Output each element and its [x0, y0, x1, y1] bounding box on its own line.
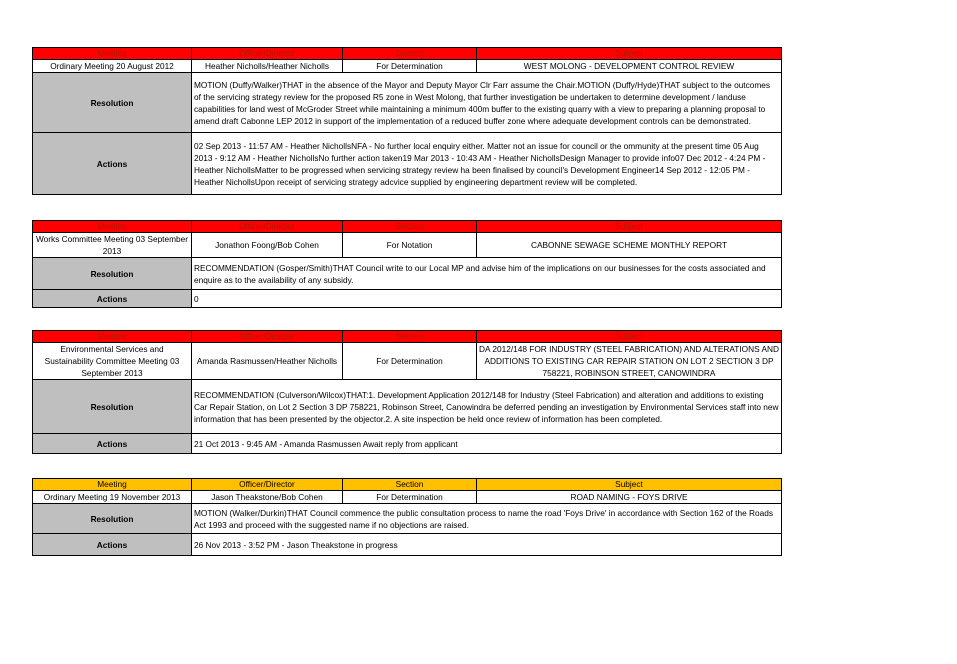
resolution-row: [33, 73, 782, 133]
resolution-text: MOTION (Walker/Durkin)THAT Council commence the public consultation process to name the road 'Foys Drive' in accordance with Section 162 of the Roads Act 1993 and proceed with the suggested name if no objections are raised.: [192, 504, 782, 534]
header-section: Section: [343, 331, 477, 343]
resolution-row: [33, 258, 782, 290]
actions-label: Actions: [33, 290, 192, 308]
resolution-label: Resolution: [33, 504, 192, 534]
actions-label: Actions: [33, 534, 192, 556]
actions-text: 02 Sep 2013 - 11:57 AM - Heather NichollsNFA - No further local enquiry either. Matter not an issue for council or the ommunity at the present time 05 Aug 2013 - 9:12 AM - Heather NichollsNo further action taken19 Mar 2013 - 10:43 AM - Heather NichollsDesign Manager to provide info07 Dec 2012 - 4:24 PM - Heather NichollsMatter to be progressed when servicing strategy review ha been finalised by council's Development Engineer14 Sep 2012 - 12:05 PM - Heather NichollsUpon receipt of servicing strategy adcvice supplied by engineering department review will be completed.: [192, 133, 782, 195]
subject-cell: DA 2012/148 FOR INDUSTRY (STEEL FABRICATION) AND ALTERATIONS AND ADDITIONS TO EXISTING CAR REPAIR STATION ON LOT 2 SECTION 3 DP 758221, ROBINSON STREET, CANOWINDRA: [477, 343, 782, 380]
resolution-label: Resolution: [33, 258, 192, 290]
header-meeting: Meeting: [33, 331, 192, 343]
actions-row: [33, 133, 782, 195]
resolution-text: RECOMMENDATION (Culverson/Wilcox)THAT:1. Development Application 2012/148 for Industry (Steel Fabrication) and alteration and additions to existing Car Repair Station, on Lot 2 Section 3 DP 758221, Robinson Street, Canowindra be deferred pending an investigation by Environmental Services staff into new information that has been presented by the objector.2. A site inspection be held once review of information has been completed.: [192, 380, 782, 434]
header-subject: Subject: [477, 48, 782, 60]
actions-row: [33, 434, 782, 454]
header-officer: Officer/Director: [192, 479, 343, 491]
actions-label: Actions: [33, 133, 192, 195]
actions-text: 26 Nov 2013 - 3:52 PM - Jason Theakstone in progress: [192, 534, 782, 556]
header-meeting: Meeting: [33, 221, 192, 233]
header-meeting: Meeting: [33, 479, 192, 491]
section-cell: For Determination: [343, 491, 477, 504]
officer-cell: Heather Nicholls/Heather Nicholls: [192, 60, 343, 73]
header-subject: Subject: [477, 331, 782, 343]
header-officer: Officer/Director: [192, 331, 343, 343]
record-table-4: [32, 478, 782, 556]
header-row: [33, 48, 782, 60]
header-section: Section: [343, 479, 477, 491]
meeting-cell: Environmental Services and Sustainability Committee Meeting 03 September 2013: [33, 343, 192, 380]
info-row: [33, 343, 782, 380]
record-table-2: [32, 220, 782, 308]
resolution-text: RECOMMENDATION (Gosper/Smith)THAT Council write to our Local MP and advise him of the implications on our businesses for the costs associated and enquire as to the availability of any subsidy.: [192, 258, 782, 290]
header-row: [33, 221, 782, 233]
meeting-cell: Works Committee Meeting 03 September 2013: [33, 233, 192, 258]
officer-cell: Jonathon Foong/Bob Cohen: [192, 233, 343, 258]
subject-cell: ROAD NAMING - FOYS DRIVE: [477, 491, 782, 504]
subject-cell: WEST MOLONG - DEVELOPMENT CONTROL REVIEW: [477, 60, 782, 73]
section-cell: For Determination: [343, 60, 477, 73]
header-subject: Subject: [477, 221, 782, 233]
info-row: [33, 233, 782, 258]
header-officer: Officer/Director: [192, 48, 343, 60]
subject-cell: CABONNE SEWAGE SCHEME MONTHLY REPORT: [477, 233, 782, 258]
meeting-cell: Ordinary Meeting 20 August 2012: [33, 60, 192, 73]
record-table-3: [32, 330, 782, 454]
section-cell: For Determination: [343, 343, 477, 380]
header-officer: Officer/Director: [192, 221, 343, 233]
officer-cell: Amanda Rasmussen/Heather Nicholls: [192, 343, 343, 380]
resolution-row: [33, 380, 782, 434]
officer-cell: Jason Theakstone/Bob Cohen: [192, 491, 343, 504]
resolution-text: MOTION (Duffy/Walker)THAT in the absence of the Mayor and Deputy Mayor Clr Farr assume the Chair.MOTION (Duffy/Hyde)THAT subject to the outcomes of the servicing strategy review for the proposed R5 zone in West Molong, that further investigation be undertaken to determine development / landuse capabilities for land west of McGroder Street while maintaining a minimum 400m buffer to the existing quarry with a view to preparing a planning proposal to amend draft Cabonne LEP 2012 in support of the implementation of a reduced buffer zone where adequate development controls can be demonstrated.: [192, 73, 782, 133]
header-meeting: Meeting: [33, 48, 192, 60]
header-section: Section: [343, 221, 477, 233]
actions-row: [33, 290, 782, 308]
actions-text: 0: [192, 290, 782, 308]
meeting-cell: Ordinary Meeting 19 November 2013: [33, 491, 192, 504]
header-section: Section: [343, 48, 477, 60]
resolution-row: [33, 504, 782, 534]
header-subject: Subject: [477, 479, 782, 491]
actions-row: [33, 534, 782, 556]
info-row: [33, 60, 782, 73]
resolution-label: Resolution: [33, 73, 192, 133]
resolution-label: Resolution: [33, 380, 192, 434]
record-table-1: [32, 47, 782, 195]
section-cell: For Notation: [343, 233, 477, 258]
header-row: [33, 331, 782, 343]
header-row: [33, 479, 782, 491]
info-row: [33, 491, 782, 504]
actions-text: 21 Oct 2013 - 9:45 AM - Amanda Rasmussen Await reply from applicant: [192, 434, 782, 454]
actions-label: Actions: [33, 434, 192, 454]
